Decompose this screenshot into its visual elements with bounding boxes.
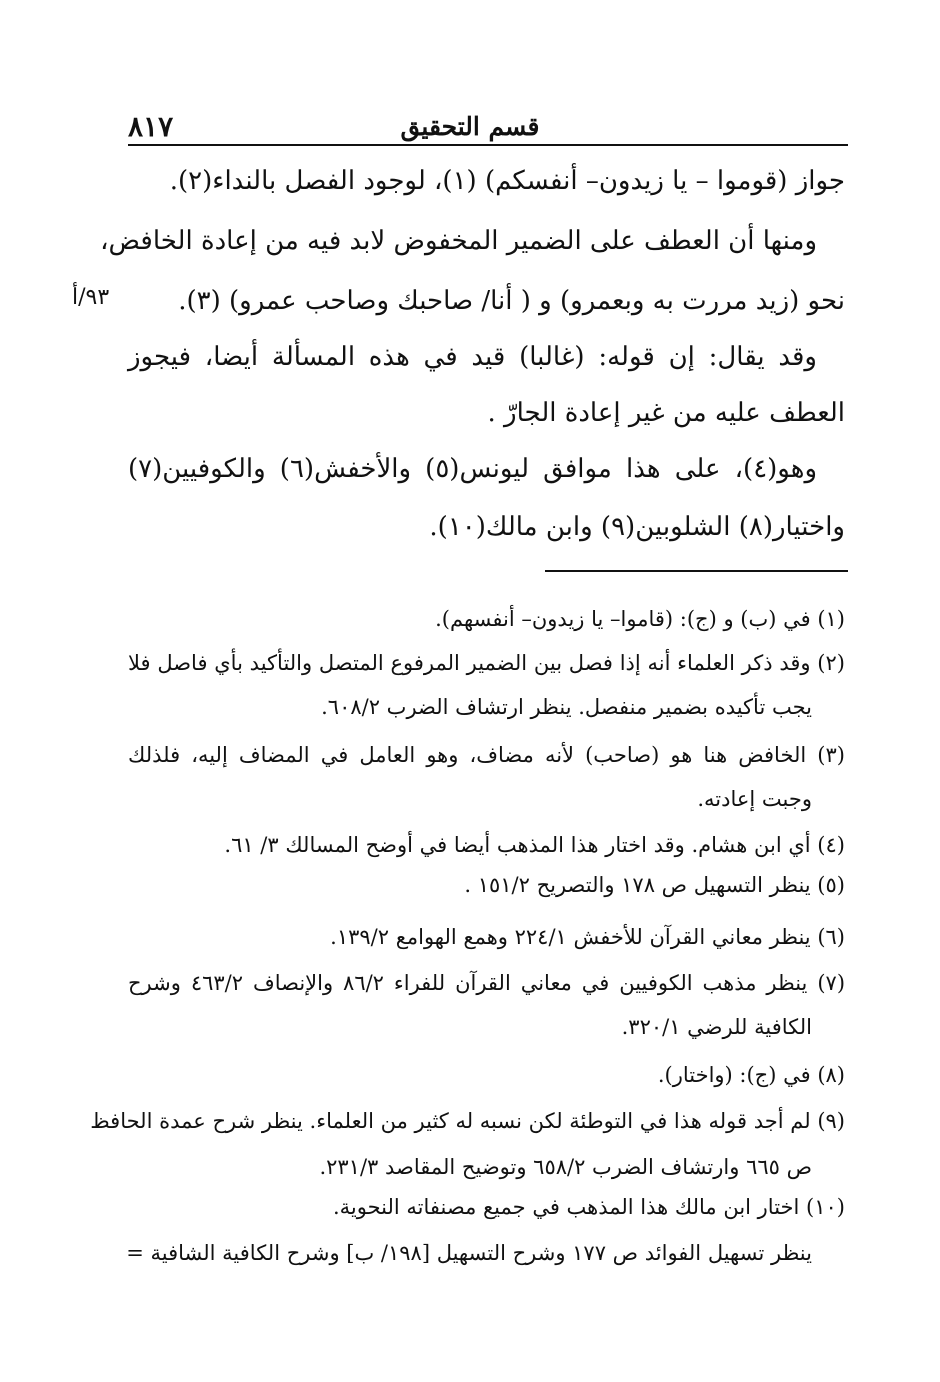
footnote-line: (٩) لم أجد قوله هذا في التوطئة لكن نسبه له كثير من العلماء. ينظر شرح عمدة الحافظ: [90, 1109, 845, 1133]
body-line: جواز (قوموا – يا زيدون– أنفسكم) (١)، لوجود الفصل بالنداء(٢).: [169, 166, 845, 196]
footnote-line: (٦) ينظر معاني القرآن للأخفش ٢٢٤/١ وهمع الهوامع ١٣٩/٢.: [330, 925, 845, 949]
footnote-line: (٤) أي ابن هشام. وقد اختار هذا المذهب أيضا في أوضح المسالك ٣/ ٦١.: [224, 833, 845, 857]
body-line: وقد يقال: إن قوله: (غالبا) قيد في هذه المسألة أيضا، فيجوز: [128, 342, 817, 372]
footnote-line: (٥) ينظر التسهيل ص ١٧٨ والتصريح ١٥١/٢ .: [464, 873, 845, 897]
footnote-line: ينظر تسهيل الفوائد ص ١٧٧ وشرح التسهيل [١٩٨/ ب] وشرح الكافية الشافية =: [126, 1241, 812, 1265]
footnote-line: (٢) وقد ذكر العلماء أنه إذا فصل بين الضمير المرفوع المتصل والتأكيد بأي فاصل فلا: [128, 651, 845, 675]
footnote-separator: [545, 570, 848, 572]
body-line: العطف عليه من غير إعادة الجارّ .: [487, 398, 845, 428]
footnote-line: (١) في (ب) و (ج): (قاموا– يا زيدون– أنفسهم).: [435, 607, 845, 631]
footnote-line: يجب تأكيده بضمير منفصل. ينظر ارتشاف الضرب ٦٠٨/٢.: [321, 695, 812, 719]
body-line: نحو (زيد مررت به وبعمرو) و ( أنا/ صاحبك وصاحب عمرو) (٣).: [178, 286, 845, 316]
body-line: وهو(٤)، على هذا موافق ليونس(٥) والأخفش(٦) والكوفيين(٧): [128, 454, 817, 484]
running-header-title: قسم التحقيق: [400, 112, 540, 141]
footnote-line: (٨) في (ج): (واختار).: [657, 1063, 845, 1087]
body-line: واختيار(٨) الشلوبين(٩) وابن مالك(١٠).: [429, 512, 845, 542]
footnote-line: الكافية للرضي ٣٢٠/١.: [621, 1015, 812, 1039]
footnote-line: (١٠) اختار ابن مالك هذا المذهب في جميع مصنفاته النحوية.: [332, 1195, 845, 1219]
header-rule: [128, 144, 848, 146]
footnote-line: (٣) الخافض هنا هو (صاحب) لأنه مضاف، وهو العامل في المضاف إليه، فلذلك: [128, 743, 845, 767]
footnote-line: ص ٦٦٥ وارتشاف الضرب ٦٥٨/٢ وتوضيح المقاصد ٢٣١/٣.: [319, 1155, 812, 1179]
page-number: ٨١٧: [128, 110, 174, 143]
footnote-line: وجبت إعادته.: [697, 787, 812, 811]
footnote-line: (٧) ينظر مذهب الكوفيين في معاني القرآن للفراء ٨٦/٢ والإنصاف ٤٦٣/٢ وشرح: [128, 971, 846, 995]
body-line: ومنها أن العطف على الضمير المخفوض لابد فيه من إعادة الخافض،: [100, 226, 817, 256]
manuscript-folio-note: ٩٣/أ: [72, 285, 110, 310]
